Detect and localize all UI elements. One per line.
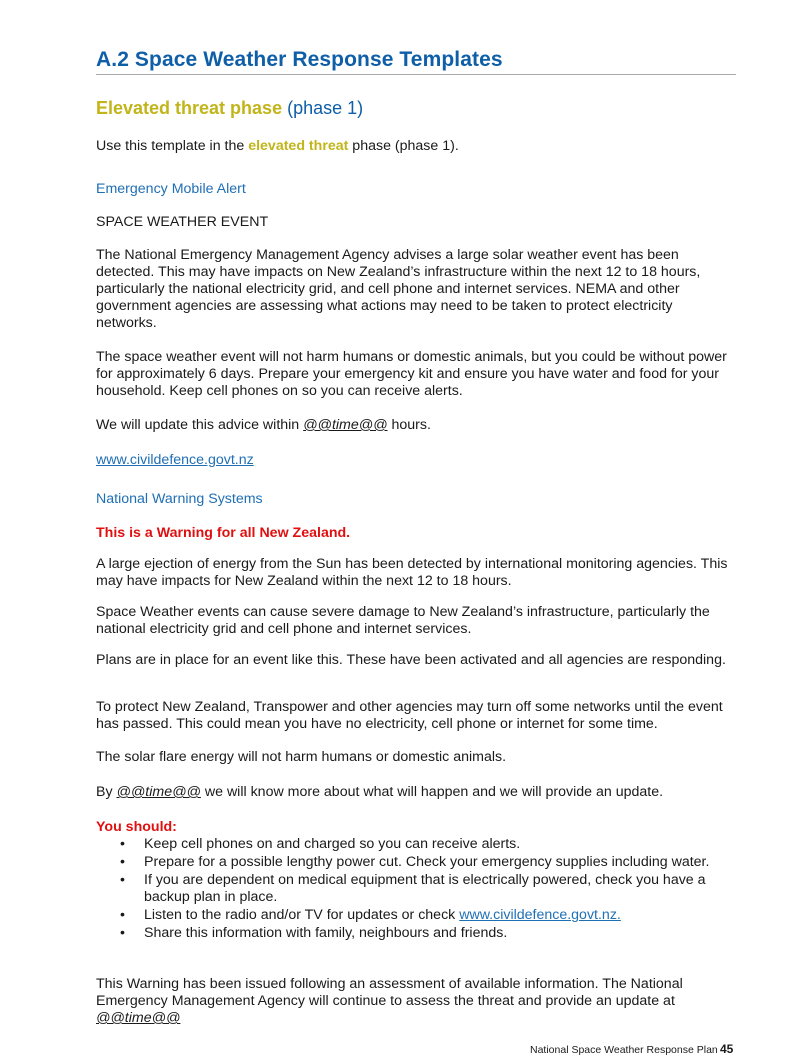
closing-time-placeholder: @@time@@ [96,1010,181,1026]
bullet-icon: • [120,925,125,941]
bullet-text: Share this information with family, neighbours and friends. [144,925,508,941]
list-item [96,925,734,942]
nws-paragraph-5: The solar flare energy will not harm humans or domestic animals. [96,749,507,765]
closing-text: This Warning has been issued following an assessment of available information. The National Emergency Management Agency will continue to assess the threat and provide an update at [96,976,683,1009]
you-should-list [96,836,736,943]
phase-suffix: (phase 1) [287,98,364,118]
nws-by-after: we will know more about what will happen and we will provide an update. [200,784,664,800]
bullet-text: Keep cell phones on and charged so you can receive alerts. [144,836,521,852]
ema-event-title: SPACE WEATHER EVENT [96,214,269,230]
intro-before: Use this template in the [96,138,249,154]
bullet-icon: • [120,907,125,923]
civildefence-link[interactable]: www.civildefence.govt.nz [96,452,254,468]
warning-heading: This is a Warning for all New Zealand. [96,525,351,541]
bullet-text: Listen to the radio and/or TV for updates or check [144,907,460,923]
list-item [96,854,734,871]
ema-update-before: We will update this advice within [96,417,304,433]
ema-update-after: hours. [387,417,431,433]
bullet-icon: • [120,872,125,888]
bullet-text: If you are dependent on medical equipment that is electrically powered, check you have a backup plan in place. [144,872,706,905]
nws-by-before: By [96,784,117,800]
page-number: 45 [720,1042,734,1056]
nws-by-paragraph [96,784,736,801]
nws-paragraph-2: Space Weather events can cause severe damage to New Zealand’s infrastructure, particularly the national electricity grid and cell phone and internet services. [96,604,710,637]
ema-link-paragraph [96,452,736,469]
list-item [96,872,734,906]
bullet-text: Prepare for a possible lengthy power cut. Check your emergency supplies including water. [144,854,710,870]
nws-paragraph-3: Plans are in place for an event like this. These have been activated and all agencies are responding. [96,652,726,668]
section-heading [96,48,736,75]
section-number: A.2 [96,48,129,71]
section-title: Space Weather Response Templates [134,48,503,71]
civildefence-link[interactable]: www.civildefence.govt.nz. [459,907,621,923]
ema-time-placeholder: @@time@@ [303,417,388,433]
intro-paragraph [96,138,736,155]
intro-after: phase (phase 1). [348,138,459,154]
you-should-heading: You should: [96,819,177,835]
ema-paragraph-2: The space weather event will not harm humans or domestic animals, but you could be without power for approximately 6 days. Prepare your emergency kit and ensure you have water and food for your household. Keep cell phones on so you can receive alerts. [96,349,727,399]
ema-update-paragraph [96,417,736,434]
ema-heading: Emergency Mobile Alert [96,181,246,197]
nws-heading: National Warning Systems [96,491,263,507]
nws-paragraph-4: To protect New Zealand, Transpower and other agencies may turn off some networks until the event has passed. This could mean you have no electricity, cell phone or internet for some time. [96,699,723,732]
bullet-icon: • [120,836,125,852]
phase-title: Elevated threat phase [96,98,283,118]
intro-highlight: elevated threat [248,138,349,154]
closing-paragraph [96,976,736,1027]
nws-time-placeholder: @@time@@ [116,784,201,800]
ema-paragraph-1: The National Emergency Management Agency advises a large solar weather event has been detected. This may have impacts on New Zealand’s infrastructure within the next 12 to 18 hours, particularly the national electricity grid, and cell phone and internet services. NEMA and other government agencies are assessing what actions may need to be taken to protect electricity networks. [96,247,701,331]
list-item [96,836,734,853]
list-item [96,907,734,924]
bullet-icon: • [120,854,125,870]
nws-paragraph-1: A large ejection of energy from the Sun has been detected by international monitoring agencies. This may have impacts for New Zealand within the next 12 to 18 hours. [96,556,728,589]
footer-doc-title: National Space Weather Response Plan [530,1044,718,1056]
phase-heading [96,98,363,119]
